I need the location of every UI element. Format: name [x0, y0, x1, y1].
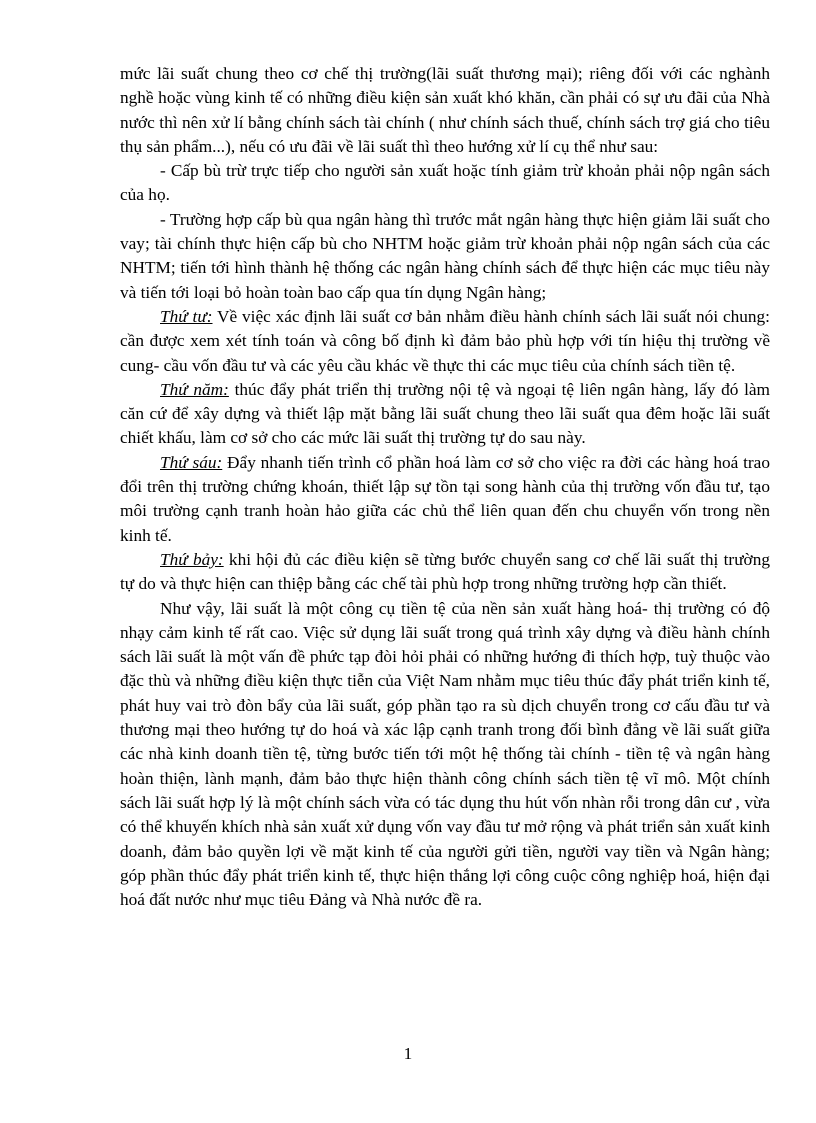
text-sixth: Đẩy nhanh tiến trình cổ phần hoá làm cơ sở cho việc ra đời các hàng hoá trao đổi trên thị trường chứng khoán, thiết lập sự tồn tại song hành của thị trường vốn đầu tư, tạo môi trường cạnh tranh hoàn hảo giữa các chủ thể liên quan đến chu chuyển vốn trong nền kinh tế. — [120, 452, 770, 545]
text-fifth: thúc đẩy phát triển thị trường nội tệ và ngoại tệ liên ngân hàng, lấy đó làm căn cứ để xây dựng và thiết lập mặt bằng lãi suất chung theo lãi suất qua đêm hoặc lãi suất chiết khấu, làm cơ sở cho các mức lãi suất thị trường tự do sau này. — [120, 379, 770, 448]
paragraph-fifth — [120, 378, 770, 451]
document-body — [120, 62, 770, 912]
paragraph-bullet-direct-compensation: - Cấp bù trừ trực tiếp cho người sản xuất hoặc tính giảm trừ khoản phải nộp ngân sách của họ. — [120, 161, 770, 205]
page-number: 1 — [403, 1044, 413, 1063]
text-fourth: Về việc xác định lãi suất cơ bản nhằm điều hành chính sách lãi suất nói chung: cần được xem xét tính toán và công bố định kì đảm bảo phù hợp với tín hiệu thị trường về cung- cầu vốn đầu tư và các yêu cầu khác về thực thi các mục tiêu của chính sách tiền tệ. — [120, 306, 770, 375]
text-seventh: khi hội đủ các điều kiện sẽ từng bước chuyển sang cơ chế lãi suất thị trường tự do và thực hiện can thiệp bằng các chế tài phù hợp trong những trường hợp cần thiết. — [120, 549, 770, 594]
label-seventh: Thứ bảy: — [160, 549, 224, 569]
paragraph-intro: mức lãi suất chung theo cơ chế thị trường(lãi suất thương mại); riêng đối với các nghành nghề hoặc vùng kinh tế có những điều kiện sản xuất khó khăn, cần phải có sự ưu đãi của Nhà nước thì nên xử lí bằng chính sách tài chính ( như chính sách thuế, chính sách trợ giá cho tiêu thụ sản phẩm...), nếu có ưu đãi về lãi suất thì theo hướng xử lí cụ thể như sau: — [120, 64, 770, 156]
label-fourth: Thứ tư: — [160, 306, 213, 326]
label-fifth: Thứ năm: — [160, 379, 229, 399]
paragraph-conclusion: Như vậy, lãi suất là một công cụ tiền tệ của nền sản xuất hàng hoá- thị trường có độ nhạy cảm kinh tế rất cao. Việc sử dụng lãi suất trong quá trình xây dựng và điều hành chính sách lãi suất là một vấn đề phức tạp đòi hỏi phải có những hướng đi thích hợp, tuỳ thuộc vào đặc thù và những điều kiện thực tiễn của Việt Nam nhằm mục tiêu thúc đẩy phát triển kinh tế, phát huy vai trò đòn bẩy của lãi suất, góp phần tạo ra sù dịch chuyển trong cơ cấu đầu tư và thương mại theo hướng tự do hoá và xác lập cạnh tranh trong đối bình đẳng về lãi suất giữa các nhà kinh doanh tiền tệ, từng bước tiến tới một hệ thống tài chính - tiền tệ và ngân hàng hoàn thiện, lành mạnh, đảm bảo thực hiện thành công chính sách tiền tệ vĩ mô. Một chính sách lãi suất hợp lý là một chính sách vừa có tác dụng thu hút vốn nhàn rỗi trong dân cư , vừa có thể khuyến khích nhà sản xuất xử dụng vốn vay đầu tư mở rộng và phát triển sản xuất kinh doanh, đảm bảo quyền lợi về mặt kinh tế của người gửi tiền, người vay tiền và Ngân hàng; góp phần thúc đẩy phát triển kinh tế, thực hiện thắng lợi công cuộc công nghiệp hoá, hiện đại hoá đất nước như mục tiêu Đảng và Nhà nước đề ra. — [120, 598, 770, 910]
label-sixth: Thứ sáu: — [160, 452, 223, 472]
paragraph-bullet-bank-compensation: - Trường hợp cấp bù qua ngân hàng thì trước mắt ngân hàng thực hiện giảm lãi suất cho vay; tài chính thực hiện cấp bù cho NHTM hoặc giảm trừ khoản phải nộp ngân sách của các NHTM; tiến tới hình thành hệ thống các ngân hàng chính sách để thực hiện các mục tiêu này và tiến tới loại bỏ hoàn toàn bao cấp qua tín dụng Ngân hàng; — [120, 209, 770, 302]
paragraph-sixth — [120, 451, 770, 548]
paragraph-seventh — [120, 548, 770, 597]
paragraph-fourth — [120, 305, 770, 378]
